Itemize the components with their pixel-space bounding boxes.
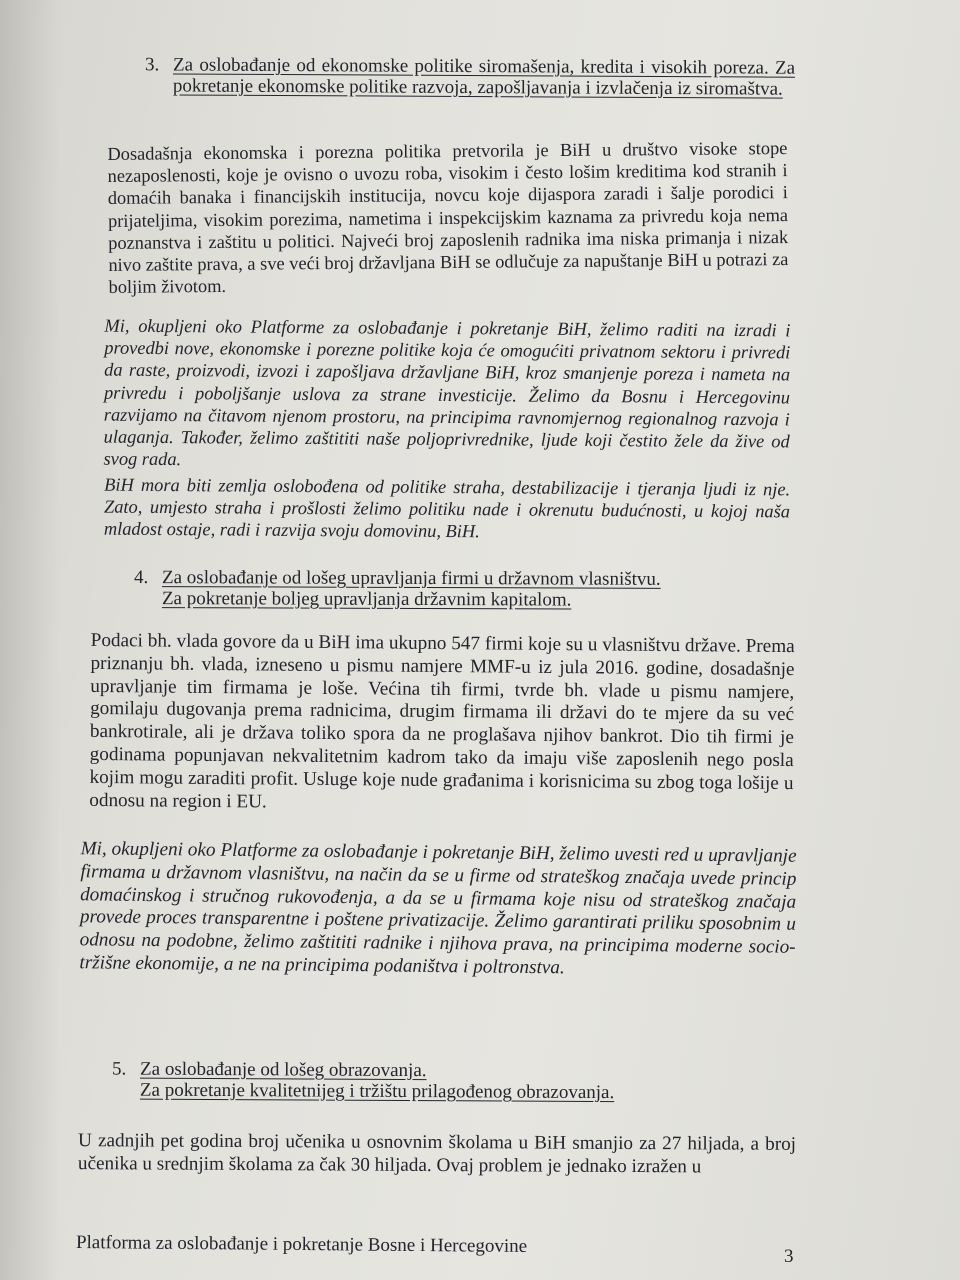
heading-line-1: Za oslobađanje od ekonomske politike siromašenja, kredita i visokih poreza. [173,54,769,79]
page-number: 3 [784,1246,794,1267]
heading-line-2: Za pokretanje kvalitetnijeg i tržištu prilagođenog obrazovanja. [139,1079,615,1104]
page-shadow [0,0,60,1280]
heading-line-1: Za oslobađanje od lošeg upravljanja firmi u državnom vlasništvu. [162,567,661,590]
section-4-paragraph-2: Mi, okupljeni oko Platforme za oslobađanje i pokretanje BiH, želimo uvesti red u upravljanje firmama u državnom vlasništvu, na način da se u firme od strateškog značaja uvede princip domaćinskog i stručnog rukovođenja, a da se u firmama koje nisu od strateškog značaja provede proces transparentne i poštene privatizacije. Želimo garantirati priliku sposobnim u odnosu na podobne, želimo zaštititi radnike i njihova prava, na principima moderne socio-tržišne ekonomije, a ne na principima podaništva i poltronstva. [79,838,797,979]
section-3-paragraph-1: Dosadašnja ekonomska i porezna politika pretvorila je BiH u društvo visoke stope nezaposlenosti, koje je ovisno o uvozu roba, visokim i često lošim kreditima kod stranih i domaćih banaka i financijskih institucija, novcu koje dijaspora zaradi i šalje porodici i prijateljima, visokim porezima, nametima i inspekcijskim kaznama za privredu koja nema poznanstva i zaštitu u politici. Najveći broj zaposlenih radnika ima niska primanja i nizak nivo zaštite prava, a sve veći broj državljana BiH se odlučuje za napuštanje BiH u potrazi za boljim životom. [107,138,789,298]
section-5-heading [112,1058,692,1103]
section-number: 5. [112,1058,127,1080]
section-3-paragraph-2: Mi, okupljeni oko Platforme za oslobađanje i pokretanje BiH, želimo raditi na izradi i provedbi nove, ekonomske i porezne politike koja će omogućiti privatnom sektoru i privredi da raste, proizvodi, izvozi i zapošljava državljane BiH, kroz smanjenje poreza i nameta na privredu i poboljšanje uslova za strane investicije. Želimo da Bosnu i Hercegovinu razvijamo na čitavom njenom prostoru, na principima ravnomjernog regionalnog razvoja i ulaganja. Također, želimo zaštititi naše poljoprivrednike, ljude koji čestito žele da žive od svog rada. [103,315,791,470]
section-3-paragraph-3: BiH mora biti zemlja oslobođena od politike straha, destabilizacije i tjeranja ljudi iz nje. Zato, umjesto straha i prošlosti želimo politiku nade i okrenutu budućnosti, u kojoj naša mladost ostaje, radi i razvija svoju domovinu, BiH. [103,474,791,542]
heading-line-2: Za pokretanje ekonomske politike razvoja, zapošljavanja i izvlačenja iz siromaštva. [172,57,796,100]
section-4-heading [134,567,714,611]
footer-title: Platforma za oslobađanje i pokretanje Bosne i Hercegovine [75,1232,528,1257]
section-number: 4. [134,566,149,589]
heading-line-2: Za pokretanje boljeg upravljanja državnim kapitalom. [161,588,572,611]
heading-line-1: Za oslobađanje od lošeg obrazovanja. [140,1058,427,1082]
section-3-heading [145,54,795,99]
section-number: 3. [145,54,160,76]
section-4-paragraph-1: Podaci bh. vlada govore da u BiH ima ukupno 547 firmi koje su u vlasništvu države. Prema priznanju bh. vlada, izneseno u pismu namjere MMF-u iz jula 2016. godine, dosadašnje upravljanje tim firmama je loše. Većina tih firmi, tvrde bh. vlade u pismu namjere, gomilaju dugovanja prema radnicima, drugim firmama ili državi do te mjere da su već bankrotirale, ali je država toliko spora da ne proglašava njihov bankrot. Dio tih firmi je godinama popunjavan nekvalitetnim kadrom tako da imaju više zaposlenih nego posla kojim mogu zaraditi profit. Usluge koje nude građanima i korisnicima su zbog toga lošije u odnosu na region i EU. [89,629,795,813]
section-5-paragraph-1: U zadnjih pet godina broj učenika u osnovnim školama u BiH smanjio za 27 hiljada, a broj učenika u srednjim školama za čak 30 hiljada. Ovaj problem je jednako izražen u [77,1130,797,1178]
